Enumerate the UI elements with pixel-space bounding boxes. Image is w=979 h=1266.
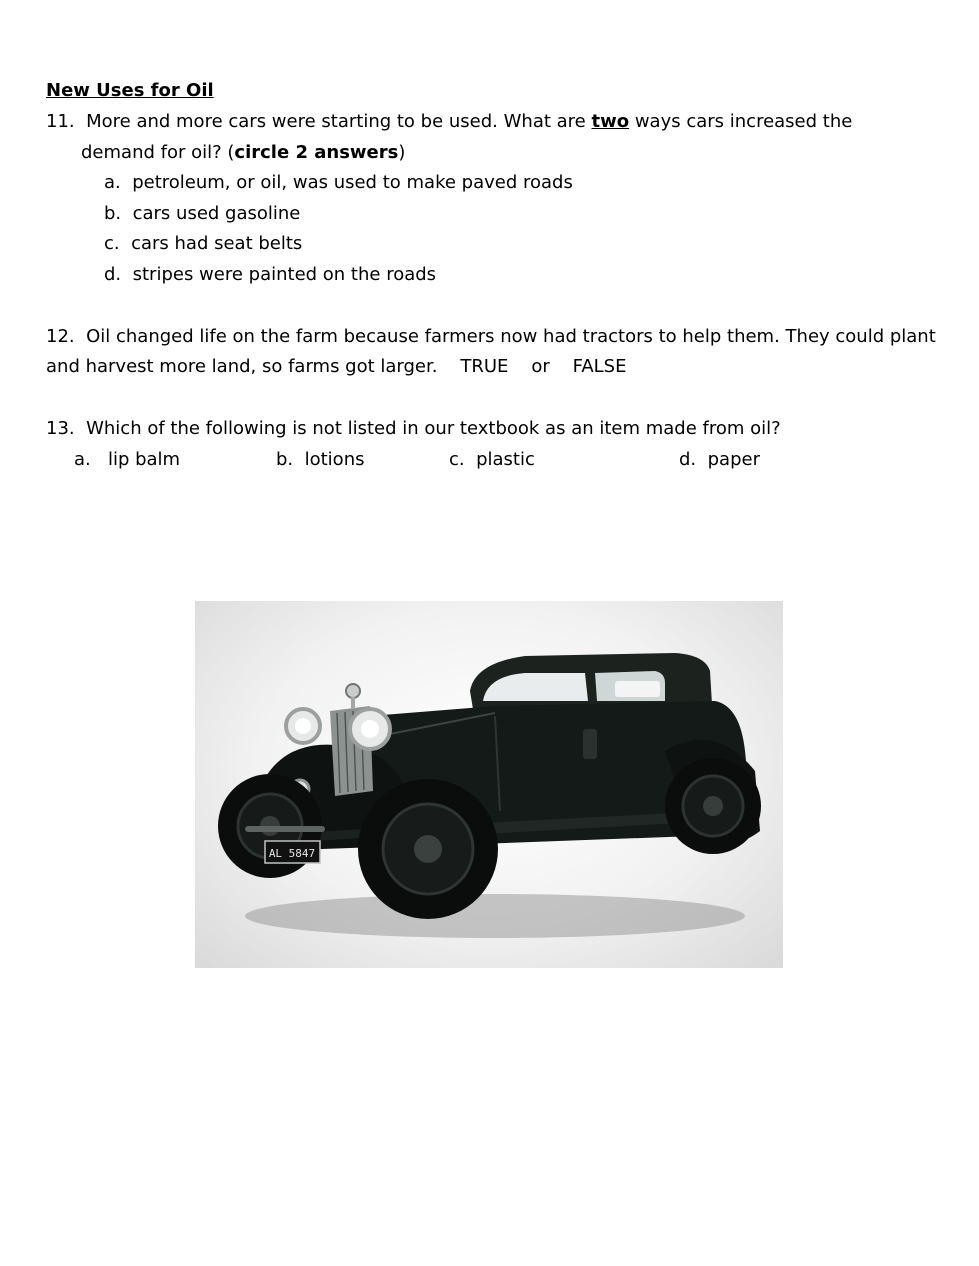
answer-letter: b. <box>276 449 294 470</box>
emphasis-word: two <box>591 111 630 132</box>
question-11-line-2 <box>81 142 405 164</box>
option-c <box>104 233 302 255</box>
option-d <box>104 264 436 286</box>
question-text: and harvest more land, so farms got larger. <box>46 356 438 377</box>
question-number: 12. <box>46 326 75 347</box>
question-13-line <box>46 418 781 440</box>
question-12-line-1 <box>46 326 936 348</box>
option-letter: b. <box>104 203 122 224</box>
vintage-car-illustration <box>195 601 783 968</box>
choice-false[interactable]: FALSE <box>572 356 627 377</box>
instruction: circle 2 answers <box>234 142 399 163</box>
vintage-car-photo <box>195 601 783 968</box>
option-text: stripes were painted on the roads <box>132 264 437 285</box>
option-letter: d. <box>104 264 122 285</box>
option-a <box>104 172 573 194</box>
answer-letter: c. <box>449 449 465 470</box>
answer-a[interactable] <box>74 449 180 471</box>
answer-text: plastic <box>476 449 535 470</box>
question-number: 13. <box>46 418 75 439</box>
answer-c[interactable] <box>449 449 535 471</box>
answer-b[interactable] <box>276 449 364 471</box>
question-text: Which of the following is not listed in our textbook as an item made from oil? <box>86 418 781 439</box>
question-11-line-1 <box>46 111 852 133</box>
answer-text: lip balm <box>107 449 181 470</box>
answer-letter: a. <box>74 449 91 470</box>
answer-text: paper <box>707 449 760 470</box>
question-text: ) <box>398 142 406 163</box>
option-text: petroleum, or oil, was used to make paved roads <box>132 172 573 193</box>
question-text: Oil changed life on the farm because farmers now had tractors to help them. They could plant <box>86 326 936 347</box>
question-text: ways cars increased the <box>634 111 853 132</box>
question-number: 11. <box>46 111 75 132</box>
question-text: demand for oil? ( <box>81 142 235 163</box>
question-12-line-2 <box>46 356 626 378</box>
answer-d[interactable] <box>679 449 760 471</box>
answer-text: lotions <box>304 449 365 470</box>
choice-or: or <box>531 356 550 377</box>
section-title: New Uses for Oil <box>46 80 214 101</box>
option-text: cars used gasoline <box>132 203 301 224</box>
option-b <box>104 203 300 225</box>
question-text: More and more cars were starting to be used. What are <box>86 111 586 132</box>
answer-letter: d. <box>679 449 697 470</box>
license-plate-text: AL 5847 <box>268 847 316 860</box>
option-letter: a. <box>104 172 121 193</box>
choice-true[interactable]: TRUE <box>460 356 509 377</box>
option-text: cars had seat belts <box>131 233 303 254</box>
option-letter: c. <box>104 233 120 254</box>
